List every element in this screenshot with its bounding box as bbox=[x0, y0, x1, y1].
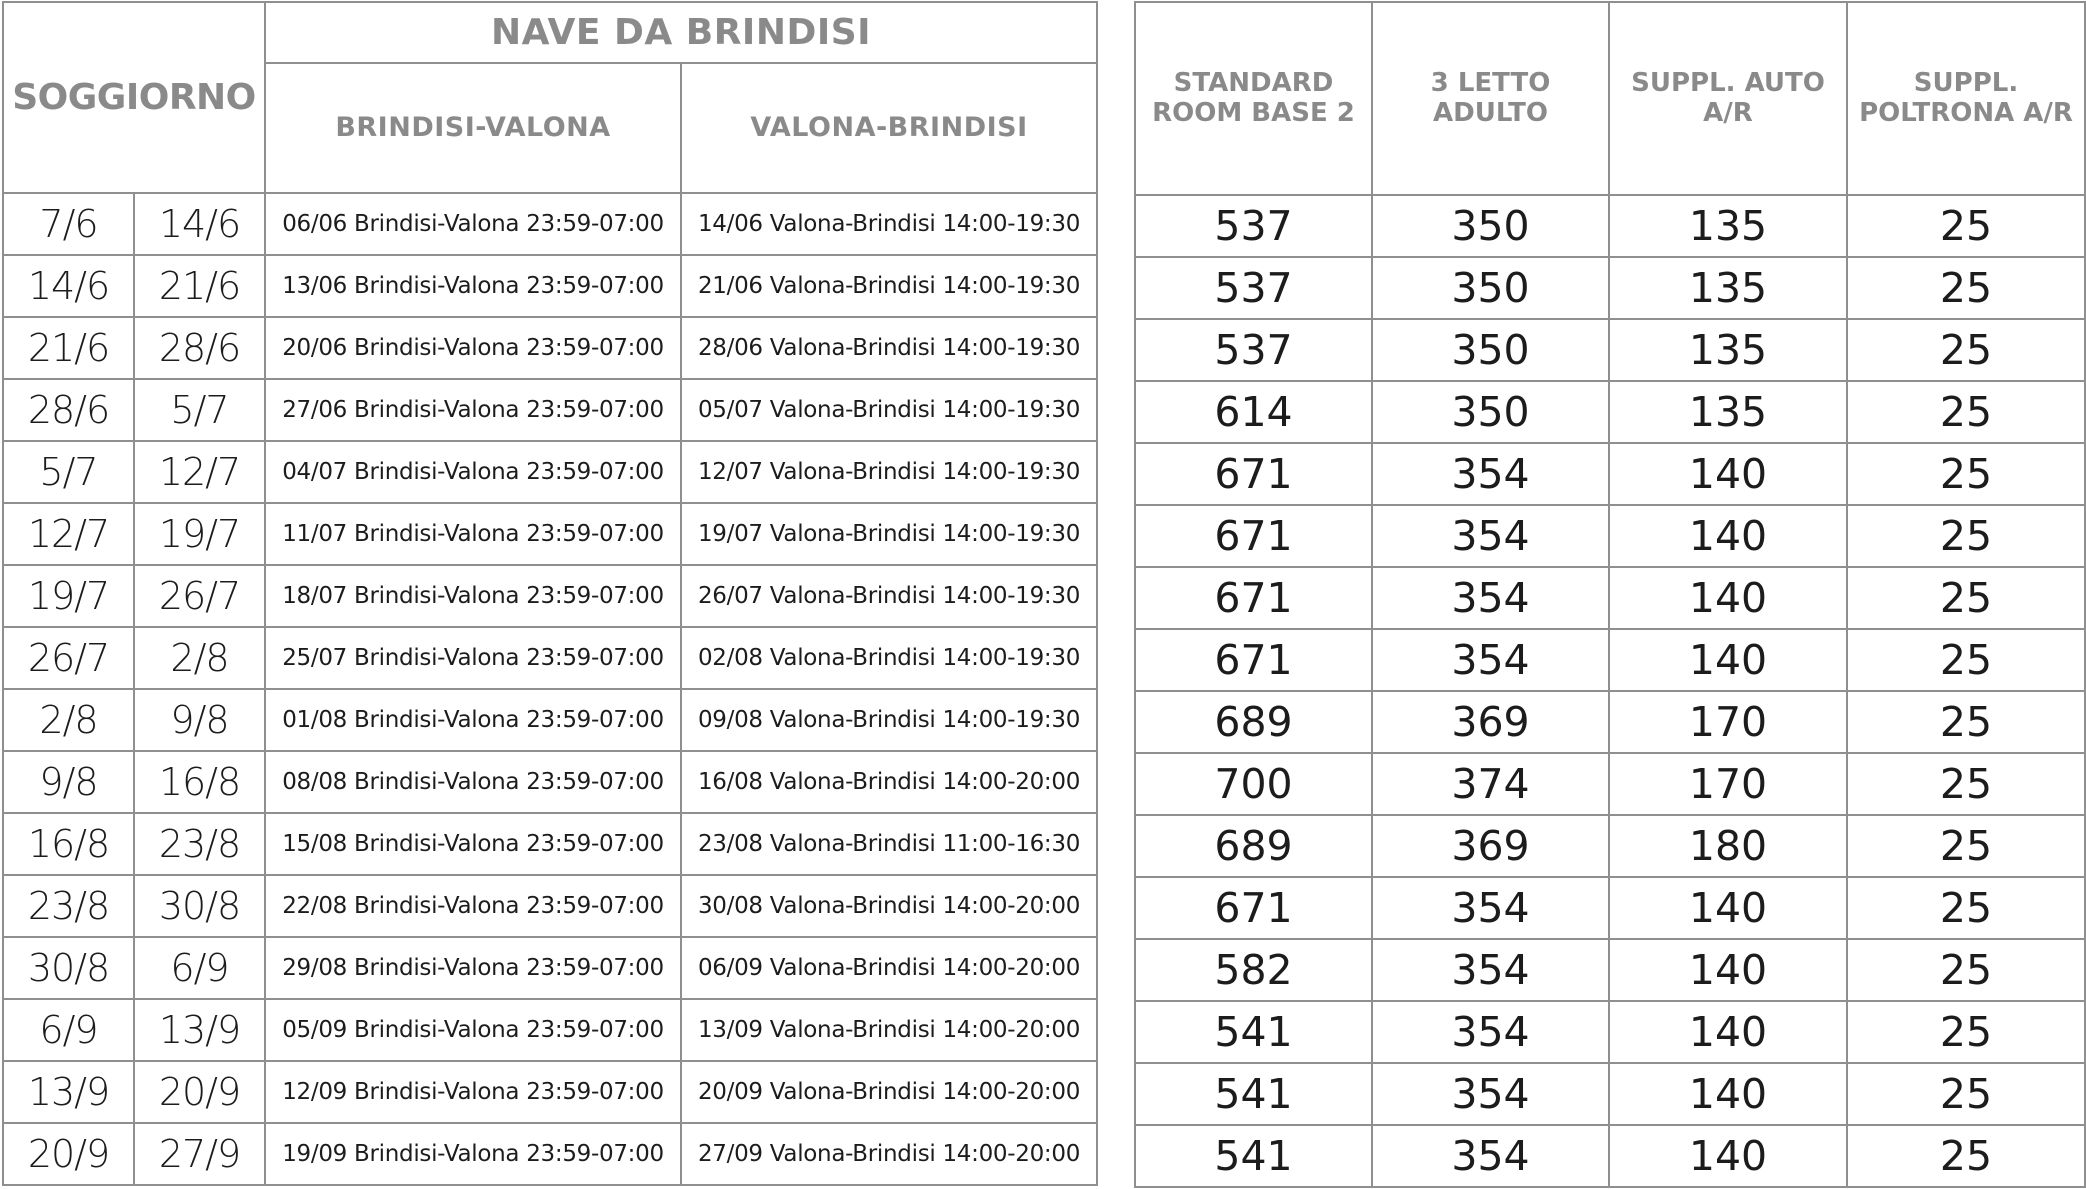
stay-start-cell: 20/9 bbox=[3, 1123, 134, 1185]
stay-end-cell: 27/9 bbox=[134, 1123, 265, 1185]
table-row bbox=[3, 565, 1097, 627]
stay-start-cell: 6/9 bbox=[3, 999, 134, 1061]
schedule-body bbox=[3, 193, 1097, 1185]
stay-end-cell: 12/7 bbox=[134, 441, 265, 503]
car-supplement-price: 135 bbox=[1609, 381, 1847, 443]
outbound-ferry-cell: 18/07 Brindisi-Valona 23:59-07:00 bbox=[265, 565, 681, 627]
table-row bbox=[1135, 1001, 2085, 1063]
stay-start-cell: 23/8 bbox=[3, 875, 134, 937]
stay-end-cell: 14/6 bbox=[134, 193, 265, 255]
table-row bbox=[3, 317, 1097, 379]
seat-supplement-price: 25 bbox=[1847, 629, 2085, 691]
standard-room-header: STANDARD ROOM BASE 2 bbox=[1135, 2, 1372, 195]
standard-room-price: 537 bbox=[1135, 195, 1372, 257]
stay-end-cell: 20/9 bbox=[134, 1061, 265, 1123]
stay-end-cell: 30/8 bbox=[134, 875, 265, 937]
outbound-header: BRINDISI-VALONA bbox=[265, 63, 681, 193]
table-row bbox=[1135, 1125, 2085, 1187]
standard-room-price: 671 bbox=[1135, 505, 1372, 567]
third-bed-price: 354 bbox=[1372, 877, 1609, 939]
return-ferry-cell: 23/08 Valona-Brindisi 11:00-16:30 bbox=[681, 813, 1097, 875]
stay-end-cell: 2/8 bbox=[134, 627, 265, 689]
third-bed-price: 354 bbox=[1372, 1125, 1609, 1187]
return-ferry-cell: 06/09 Valona-Brindisi 14:00-20:00 bbox=[681, 937, 1097, 999]
third-bed-price: 374 bbox=[1372, 753, 1609, 815]
seat-supplement-price: 25 bbox=[1847, 505, 2085, 567]
table-row bbox=[3, 1123, 1097, 1185]
third-bed-price: 354 bbox=[1372, 443, 1609, 505]
schedule-table bbox=[2, 1, 1098, 1186]
stay-start-cell: 19/7 bbox=[3, 565, 134, 627]
third-bed-price: 350 bbox=[1372, 319, 1609, 381]
car-supplement-price: 140 bbox=[1609, 629, 1847, 691]
third-bed-price: 354 bbox=[1372, 1001, 1609, 1063]
car-supplement-price: 140 bbox=[1609, 567, 1847, 629]
stay-end-cell: 21/6 bbox=[134, 255, 265, 317]
table-row bbox=[3, 1061, 1097, 1123]
car-supplement-price: 135 bbox=[1609, 257, 1847, 319]
stay-end-cell: 5/7 bbox=[134, 379, 265, 441]
seat-supplement-price: 25 bbox=[1847, 815, 2085, 877]
outbound-ferry-cell: 19/09 Brindisi-Valona 23:59-07:00 bbox=[265, 1123, 681, 1185]
third-bed-price: 369 bbox=[1372, 815, 1609, 877]
outbound-ferry-cell: 05/09 Brindisi-Valona 23:59-07:00 bbox=[265, 999, 681, 1061]
return-ferry-cell: 16/08 Valona-Brindisi 14:00-20:00 bbox=[681, 751, 1097, 813]
third-bed-price: 369 bbox=[1372, 691, 1609, 753]
table-row bbox=[1135, 319, 2085, 381]
table-row bbox=[3, 751, 1097, 813]
seat-supplement-price: 25 bbox=[1847, 753, 2085, 815]
soggiorno-header: SOGGIORNO bbox=[3, 2, 265, 193]
standard-room-price: 671 bbox=[1135, 443, 1372, 505]
table-row bbox=[1135, 381, 2085, 443]
return-ferry-cell: 19/07 Valona-Brindisi 14:00-19:30 bbox=[681, 503, 1097, 565]
outbound-ferry-cell: 04/07 Brindisi-Valona 23:59-07:00 bbox=[265, 441, 681, 503]
third-bed-header: 3 LETTO ADULTO bbox=[1372, 2, 1609, 195]
stay-end-cell: 6/9 bbox=[134, 937, 265, 999]
table-row bbox=[1135, 877, 2085, 939]
car-supplement-price: 170 bbox=[1609, 753, 1847, 815]
table-row bbox=[3, 627, 1097, 689]
car-supplement-price: 140 bbox=[1609, 877, 1847, 939]
seat-supplement-header: SUPPL. POLTRONA A/R bbox=[1847, 2, 2085, 195]
stay-start-cell: 5/7 bbox=[3, 441, 134, 503]
car-supplement-price: 140 bbox=[1609, 1063, 1847, 1125]
stay-end-cell: 23/8 bbox=[134, 813, 265, 875]
third-bed-price: 354 bbox=[1372, 939, 1609, 1001]
stay-start-cell: 14/6 bbox=[3, 255, 134, 317]
return-ferry-cell: 09/08 Valona-Brindisi 14:00-19:30 bbox=[681, 689, 1097, 751]
table-row bbox=[3, 999, 1097, 1061]
return-ferry-cell: 05/07 Valona-Brindisi 14:00-19:30 bbox=[681, 379, 1097, 441]
outbound-ferry-cell: 22/08 Brindisi-Valona 23:59-07:00 bbox=[265, 875, 681, 937]
table-row bbox=[3, 875, 1097, 937]
outbound-ferry-cell: 08/08 Brindisi-Valona 23:59-07:00 bbox=[265, 751, 681, 813]
third-bed-price: 350 bbox=[1372, 381, 1609, 443]
table-row bbox=[3, 441, 1097, 503]
seat-supplement-price: 25 bbox=[1847, 1125, 2085, 1187]
stay-start-cell: 9/8 bbox=[3, 751, 134, 813]
table-row bbox=[3, 379, 1097, 441]
standard-room-price: 537 bbox=[1135, 257, 1372, 319]
third-bed-price: 354 bbox=[1372, 1063, 1609, 1125]
stay-start-cell: 21/6 bbox=[3, 317, 134, 379]
table-row bbox=[1135, 195, 2085, 257]
return-ferry-cell: 26/07 Valona-Brindisi 14:00-19:30 bbox=[681, 565, 1097, 627]
outbound-ferry-cell: 25/07 Brindisi-Valona 23:59-07:00 bbox=[265, 627, 681, 689]
outbound-ferry-cell: 11/07 Brindisi-Valona 23:59-07:00 bbox=[265, 503, 681, 565]
standard-room-price: 700 bbox=[1135, 753, 1372, 815]
standard-room-price: 582 bbox=[1135, 939, 1372, 1001]
seat-supplement-price: 25 bbox=[1847, 691, 2085, 753]
standard-room-price: 671 bbox=[1135, 629, 1372, 691]
price-table bbox=[1134, 1, 2086, 1188]
return-ferry-cell: 02/08 Valona-Brindisi 14:00-19:30 bbox=[681, 627, 1097, 689]
outbound-ferry-cell: 01/08 Brindisi-Valona 23:59-07:00 bbox=[265, 689, 681, 751]
outbound-ferry-cell: 29/08 Brindisi-Valona 23:59-07:00 bbox=[265, 937, 681, 999]
seat-supplement-price: 25 bbox=[1847, 381, 2085, 443]
stay-end-cell: 28/6 bbox=[134, 317, 265, 379]
table-row bbox=[1135, 629, 2085, 691]
table-row bbox=[3, 503, 1097, 565]
outbound-ferry-cell: 06/06 Brindisi-Valona 23:59-07:00 bbox=[265, 193, 681, 255]
price-body bbox=[1135, 195, 2085, 1187]
third-bed-price: 350 bbox=[1372, 195, 1609, 257]
standard-room-price: 614 bbox=[1135, 381, 1372, 443]
return-ferry-cell: 30/08 Valona-Brindisi 14:00-20:00 bbox=[681, 875, 1097, 937]
seat-supplement-price: 25 bbox=[1847, 567, 2085, 629]
stay-end-cell: 26/7 bbox=[134, 565, 265, 627]
third-bed-price: 354 bbox=[1372, 567, 1609, 629]
seat-supplement-price: 25 bbox=[1847, 257, 2085, 319]
outbound-ferry-cell: 27/06 Brindisi-Valona 23:59-07:00 bbox=[265, 379, 681, 441]
outbound-ferry-cell: 12/09 Brindisi-Valona 23:59-07:00 bbox=[265, 1061, 681, 1123]
table-row bbox=[1135, 505, 2085, 567]
table-row bbox=[1135, 443, 2085, 505]
seat-supplement-price: 25 bbox=[1847, 1001, 2085, 1063]
table-row bbox=[1135, 691, 2085, 753]
seat-supplement-price: 25 bbox=[1847, 319, 2085, 381]
table-row bbox=[1135, 567, 2085, 629]
standard-room-price: 689 bbox=[1135, 691, 1372, 753]
third-bed-price: 354 bbox=[1372, 505, 1609, 567]
return-ferry-cell: 13/09 Valona-Brindisi 14:00-20:00 bbox=[681, 999, 1097, 1061]
outbound-ferry-cell: 15/08 Brindisi-Valona 23:59-07:00 bbox=[265, 813, 681, 875]
standard-room-price: 541 bbox=[1135, 1001, 1372, 1063]
stay-start-cell: 2/8 bbox=[3, 689, 134, 751]
nave-header: NAVE DA BRINDISI bbox=[265, 2, 1097, 63]
outbound-ferry-cell: 13/06 Brindisi-Valona 23:59-07:00 bbox=[265, 255, 681, 317]
standard-room-price: 671 bbox=[1135, 877, 1372, 939]
table-row bbox=[3, 255, 1097, 317]
return-ferry-cell: 28/06 Valona-Brindisi 14:00-19:30 bbox=[681, 317, 1097, 379]
stay-start-cell: 12/7 bbox=[3, 503, 134, 565]
seat-supplement-price: 25 bbox=[1847, 195, 2085, 257]
table-row bbox=[3, 689, 1097, 751]
return-ferry-cell: 27/09 Valona-Brindisi 14:00-20:00 bbox=[681, 1123, 1097, 1185]
car-supplement-header: SUPPL. AUTO A/R bbox=[1609, 2, 1847, 195]
table-row bbox=[1135, 753, 2085, 815]
car-supplement-price: 180 bbox=[1609, 815, 1847, 877]
table-row bbox=[3, 193, 1097, 255]
seat-supplement-price: 25 bbox=[1847, 877, 2085, 939]
seat-supplement-price: 25 bbox=[1847, 443, 2085, 505]
table-row bbox=[1135, 939, 2085, 1001]
table-row bbox=[3, 813, 1097, 875]
standard-room-price: 541 bbox=[1135, 1125, 1372, 1187]
car-supplement-price: 135 bbox=[1609, 319, 1847, 381]
car-supplement-price: 140 bbox=[1609, 1001, 1847, 1063]
return-ferry-cell: 14/06 Valona-Brindisi 14:00-19:30 bbox=[681, 193, 1097, 255]
third-bed-price: 350 bbox=[1372, 257, 1609, 319]
stay-end-cell: 19/7 bbox=[134, 503, 265, 565]
stay-start-cell: 13/9 bbox=[3, 1061, 134, 1123]
stay-end-cell: 9/8 bbox=[134, 689, 265, 751]
stay-start-cell: 26/7 bbox=[3, 627, 134, 689]
outbound-ferry-cell: 20/06 Brindisi-Valona 23:59-07:00 bbox=[265, 317, 681, 379]
stay-start-cell: 7/6 bbox=[3, 193, 134, 255]
return-header: VALONA-BRINDISI bbox=[681, 63, 1097, 193]
stay-start-cell: 16/8 bbox=[3, 813, 134, 875]
standard-room-price: 537 bbox=[1135, 319, 1372, 381]
return-ferry-cell: 12/07 Valona-Brindisi 14:00-19:30 bbox=[681, 441, 1097, 503]
seat-supplement-price: 25 bbox=[1847, 939, 2085, 1001]
stay-end-cell: 13/9 bbox=[134, 999, 265, 1061]
car-supplement-price: 170 bbox=[1609, 691, 1847, 753]
car-supplement-price: 140 bbox=[1609, 939, 1847, 1001]
standard-room-price: 689 bbox=[1135, 815, 1372, 877]
car-supplement-price: 140 bbox=[1609, 505, 1847, 567]
car-supplement-price: 140 bbox=[1609, 1125, 1847, 1187]
seat-supplement-price: 25 bbox=[1847, 1063, 2085, 1125]
third-bed-price: 354 bbox=[1372, 629, 1609, 691]
car-supplement-price: 135 bbox=[1609, 195, 1847, 257]
table-row bbox=[3, 937, 1097, 999]
stay-start-cell: 30/8 bbox=[3, 937, 134, 999]
return-ferry-cell: 21/06 Valona-Brindisi 14:00-19:30 bbox=[681, 255, 1097, 317]
standard-room-price: 541 bbox=[1135, 1063, 1372, 1125]
car-supplement-price: 140 bbox=[1609, 443, 1847, 505]
return-ferry-cell: 20/09 Valona-Brindisi 14:00-20:00 bbox=[681, 1061, 1097, 1123]
stay-end-cell: 16/8 bbox=[134, 751, 265, 813]
table-row bbox=[1135, 257, 2085, 319]
standard-room-price: 671 bbox=[1135, 567, 1372, 629]
table-row bbox=[1135, 1063, 2085, 1125]
table-row bbox=[1135, 815, 2085, 877]
stay-start-cell: 28/6 bbox=[3, 379, 134, 441]
